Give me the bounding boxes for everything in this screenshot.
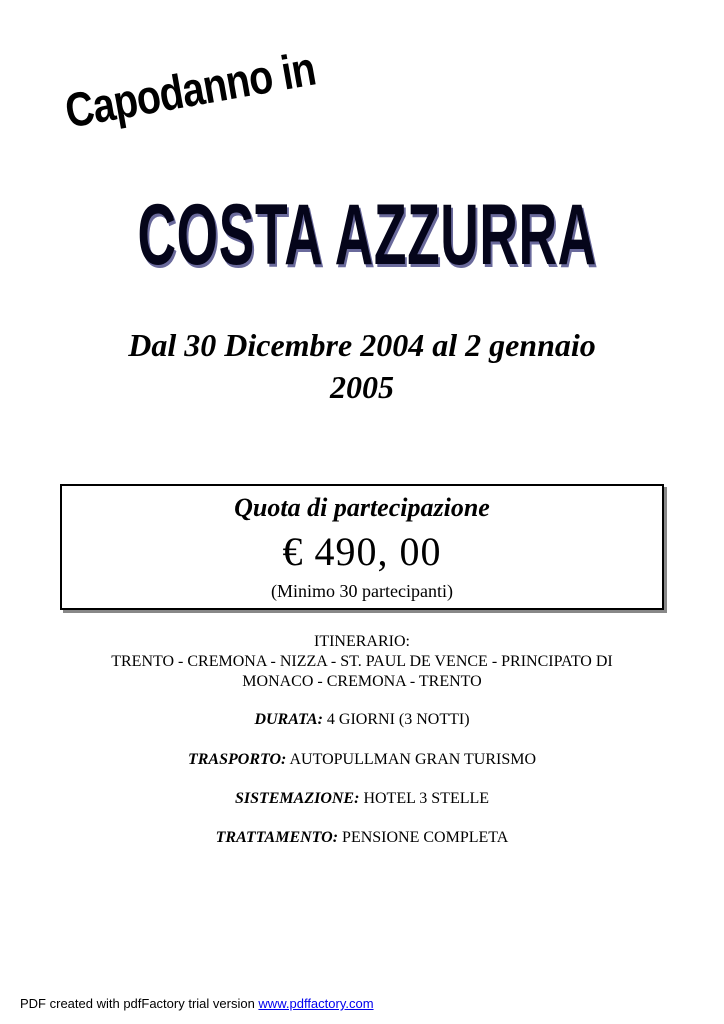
duration-line [60, 710, 664, 730]
minimum-participants: (Minimo 30 partecipanti) [271, 581, 453, 601]
duration-value: 4 GIORNI (3 NOTTI) [326, 711, 470, 728]
price-value: € 490, 00 [282, 529, 442, 574]
date-range-line-2: 2005 [330, 369, 394, 405]
footer-text: PDF created with pdfFactory trial version [20, 996, 259, 1011]
price-label: Quota di partecipazione [234, 493, 490, 522]
transport-value: AUTOPULLMAN GRAN TURISMO [289, 751, 537, 768]
accommodation-line [60, 789, 664, 809]
duration-key: DURATA: [254, 711, 323, 728]
pdf-footer [20, 996, 704, 1012]
transport-line [60, 750, 664, 770]
board-key: TRATTAMENTO: [215, 829, 339, 846]
accommodation-value: HOTEL 3 STELLE [363, 790, 490, 807]
accommodation-key: SISTEMAZIONE: [234, 790, 360, 807]
price-box [60, 484, 664, 610]
itinerary [60, 632, 664, 692]
date-range-line-1: Dal 30 Dicembre 2004 al 2 gennaio [128, 327, 596, 363]
itinerary-line-1: TRENTO - CREMONA - NIZZA - ST. PAUL DE VENCE - PRINCIPATO DI [111, 653, 613, 670]
title-line-2: COSTA AZZURRA [137, 187, 597, 283]
title-line-1: Capodanno in [61, 42, 320, 139]
date-range [40, 324, 684, 408]
transport-key: TRASPORTO: [187, 751, 287, 768]
footer-link[interactable]: www.pdffactory.com [258, 996, 374, 1011]
board-line [60, 828, 664, 848]
itinerary-line-2: MONACO - CREMONA - TRENTO [242, 673, 482, 690]
board-value: PENSIONE COMPLETA [342, 829, 509, 846]
itinerary-heading: ITINERARIO: [314, 633, 410, 650]
